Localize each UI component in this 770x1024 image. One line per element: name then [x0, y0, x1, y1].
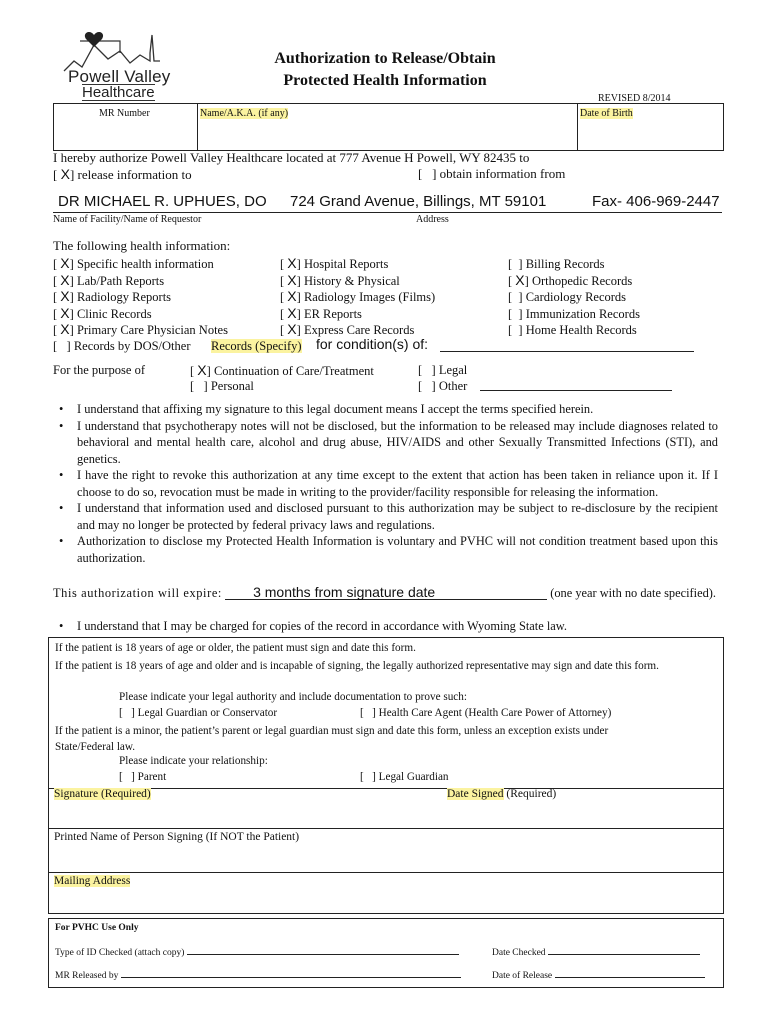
term-redisclosure: • I understand that information used and disclosed pursuant to this authorization may be subject to re-disclosure by the recipient and may no longer be protected by federal privacy laws and regulations. — [53, 500, 718, 533]
check-radiology-images[interactable]: [ X] Radiology Images (Films) — [280, 288, 436, 304]
check-pcp-notes[interactable]: [ X] Primary Care Physician Notes — [53, 321, 228, 337]
logo-line2: Healthcare — [82, 84, 155, 101]
logo — [60, 15, 170, 105]
patient-id-box — [53, 103, 724, 151]
term-signature: • I understand that affixing my signature to this legal document means I accept the terms specified herein. — [53, 401, 718, 418]
expire-field[interactable]: 3 months from signature date — [225, 585, 547, 600]
check-legal-guardian-conservator[interactable]: [ ] Legal Guardian or Conservator — [119, 707, 278, 719]
purpose-label: For the purpose of — [53, 363, 145, 377]
signing-p3: Please indicate your legal authority and include documentation to prove such: — [119, 691, 467, 703]
check-orthopedic-records[interactable]: [ X] Orthopedic Records — [508, 271, 633, 288]
check-cardiology-records[interactable]: [ ] Cardiology Records — [508, 290, 627, 304]
auth-intro: I hereby authorize Powell Valley Healthcare located at 777 Avenue H Powell, WY 82435 to — [53, 150, 530, 165]
check-other[interactable]: [ ] Other — [418, 379, 468, 393]
term-psychotherapy: • I understand that psychotherapy notes will not be disclosed, but the information to be released may include diagnoses related to behavioral and mental health care, alcohol and drug abuse, HIV/AIDS and other Sexually Transmitted Infections (STI), and genetics. — [53, 418, 718, 468]
term-revoke: • I have the right to revoke this authorization at any time except to the extent that action has been taken in reliance upon it. If I choose to do so, revocation must be made in writing to the provider/facility responsible for releasing the information. — [53, 467, 718, 500]
office-heading: For PVHC Use Only — [55, 923, 139, 933]
check-health-care-agent[interactable]: [ ] Health Care Agent (Health Care Power of Attorney) — [360, 707, 612, 719]
other-line — [480, 390, 672, 391]
check-legal-guardian[interactable]: [ ] Legal Guardian — [360, 771, 449, 783]
signing-rules-box — [48, 637, 724, 789]
printed-name-field[interactable]: Printed Name of Person Signing (If NOT the Patient) — [54, 831, 300, 843]
signing-p4: If the patient is a minor, the patient’s parent or legal guardian must sign and date this form, unless an exception exists under State/Federal law. — [55, 725, 609, 753]
check-billing-records[interactable]: [ ] Billing Records — [508, 257, 605, 271]
records-specify-label: Records (Specify) — [211, 339, 302, 353]
name-aka-field[interactable]: Name/A.K.A. (if any) — [200, 108, 289, 119]
check-immunization-records[interactable]: [ ] Immunization Records — [508, 306, 640, 321]
release-checkbox[interactable]: [ X] release information to — [53, 166, 192, 182]
facility-address-caption: Address — [416, 214, 449, 225]
date-checked-field[interactable]: Date Checked — [492, 948, 700, 958]
date-release-field[interactable]: Date of Release — [492, 971, 705, 981]
expire-prefix: This authorization will expire: — [53, 586, 222, 600]
check-history-physical[interactable]: [ X] History & Physical — [280, 271, 400, 288]
expire-row — [53, 585, 718, 601]
check-express-care[interactable]: [ X] Express Care Records — [280, 321, 415, 337]
check-records-dos[interactable]: [ ] Records by DOS/Other — [53, 339, 191, 353]
info-col2 — [280, 255, 435, 338]
info-col1 — [53, 255, 228, 338]
check-legal[interactable]: [ ] Legal — [418, 363, 468, 377]
term-voluntary: • Authorization to disclose my Protected Health Information is voluntary and PVHC will not condition treatment based upon this authorization. — [53, 533, 718, 566]
check-personal[interactable]: [ ] Personal — [190, 379, 254, 393]
facility-name[interactable]: DR MICHAEL R. UPHUES, DO — [58, 193, 267, 210]
mr-number-field[interactable]: MR Number — [99, 108, 150, 119]
check-clinic-records[interactable]: [ X] Clinic Records — [53, 304, 152, 321]
terms-list — [53, 401, 718, 566]
date-signed-field[interactable]: Date Signed (Required) — [447, 788, 557, 800]
check-hospital-reports[interactable]: [ X] Hospital Reports — [280, 255, 389, 271]
check-er-reports[interactable]: [ X] ER Reports — [280, 304, 362, 321]
term-charges: • I understand that I may be charged for copies of the record in accordance with Wyoming State law. — [53, 618, 718, 635]
mailing-address-field[interactable]: Mailing Address — [54, 875, 131, 887]
title-line1: Authorization to Release/Obtain — [274, 50, 496, 67]
records-specify-field[interactable]: for condition(s) of: — [316, 336, 429, 352]
check-continuation[interactable]: [ X] Continuation of Care/Treatment — [190, 362, 374, 378]
info-heading: The following health information: — [53, 238, 231, 253]
facility-name-caption: Name of Facility/Name of Requestor — [53, 214, 202, 225]
logo-line1: Powell Valley — [68, 67, 171, 86]
signature-field[interactable]: Signature (Required) — [54, 788, 151, 800]
check-parent[interactable]: [ ] Parent — [119, 771, 167, 783]
charge-list — [53, 618, 718, 635]
check-specific-health[interactable]: [ X] Specific health information — [53, 255, 214, 271]
facility-address[interactable]: 724 Grand Avenue, Billings, MT 59101 — [290, 193, 547, 210]
dob-field[interactable]: Date of Birth — [580, 108, 633, 119]
records-specify-line — [440, 351, 694, 352]
check-home-health-records[interactable]: [ ] Home Health Records — [508, 323, 637, 337]
logo-mark-icon — [60, 15, 170, 73]
page-title — [200, 48, 570, 92]
info-col3 — [508, 255, 640, 338]
check-lab-path[interactable]: [ X] Lab/Path Reports — [53, 271, 165, 288]
signing-p2: If the patient is 18 years of age and older and is incapable of signing, the legally authorized representative may sign and date this form. — [55, 660, 659, 672]
facility-underline — [53, 212, 722, 213]
signing-p5: Please indicate your relationship: — [119, 755, 268, 767]
revised-label: REVISED 8/2014 — [598, 93, 671, 104]
id-checked-field[interactable]: Type of ID Checked (attach copy) — [55, 948, 459, 958]
office-use-box — [48, 918, 724, 988]
title-line2: Protected Health Information — [283, 72, 487, 89]
check-radiology-reports[interactable]: [ X] Radiology Reports — [53, 288, 172, 304]
signature-box — [48, 787, 724, 914]
facility-fax[interactable]: Fax- 406-969-2447 — [592, 193, 720, 210]
expire-suffix: (one year with no date specified). — [550, 586, 717, 600]
signing-p1: If the patient is 18 years of age or older, the patient must sign and date this form. — [55, 642, 416, 654]
obtain-checkbox[interactable]: [ ] obtain information from — [418, 166, 566, 181]
mr-released-field[interactable]: MR Released by — [55, 971, 461, 981]
